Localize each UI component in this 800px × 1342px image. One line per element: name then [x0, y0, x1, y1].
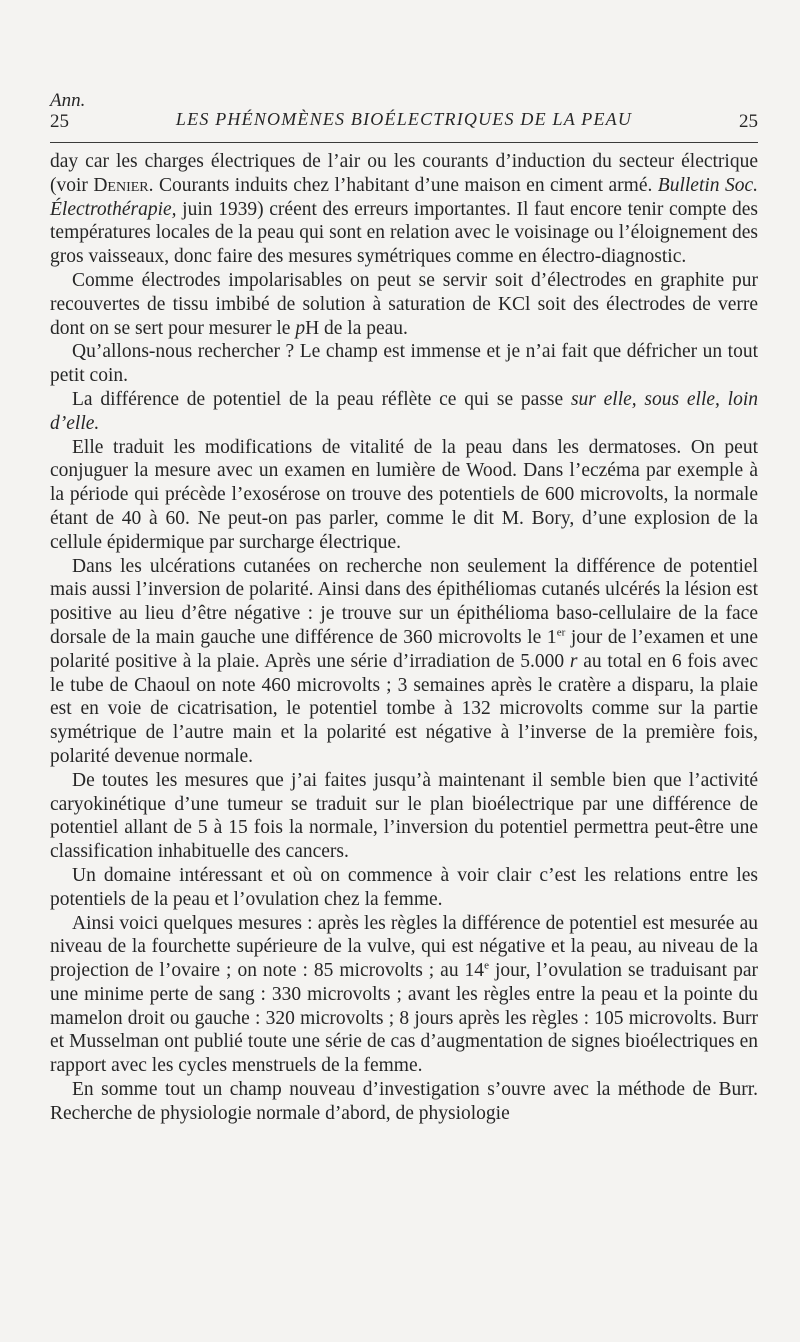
- header-ann: Ann.: [50, 90, 86, 111]
- paragraph-6: Dans les ulcérations cutanées on recherche non seulement la différence de potentiel mais aussi l’inversion de polarité. Ainsi dans des épithéliomas cutanés ulcérés la lésion est positive au lieu d’être négative : je trouve sur un épithélioma baso-cellulaire de la face dorsale de la main gauche une différence de 360 microvolts le 1er jour de l’examen et une polarité positive à la plaie. Après une série d’irradiation de 5.000 r au total en 6 fois avec le tube de Chaoul on note 460 microvolts ; 3 semaines après le cratère a disparu, la plaie est en voie de cicatrisation, le potentiel tombe à 132 microvolts comme sur la partie symétrique de l’autre main et la polarité est négative à l’inverse de la première fois, polarité devenue normale.: [50, 555, 758, 767]
- paragraph-1: day car les charges électriques de l’air ou les courants d’induction du secteur électrique (voir Denier. Courants induits chez l’habitant d’une maison en ciment armé. Bulletin Soc. Électrothérapie, juin 1939) créent des erreurs importantes. Il faut encore tenir compte des températures locales de la peau qui sont en relation avec le voisinage ou l’éloignement des gros vaisseaux, donc faire des mesures symétriques comme en électro-diagnostic.: [50, 151, 758, 268]
- running-head: [50, 78, 758, 134]
- header-page-number-right: 25: [739, 111, 758, 132]
- paragraph-2: Comme électrodes impolarisables on peut se servir soit d’électrodes en graphite pur recouvertes de tissu imbibé de solution à saturation de KCl soit des électrodes de verre dont on se sert pour mesurer le pH de la peau.: [50, 269, 758, 339]
- paragraph-4: La différence de potentiel de la peau réflète ce qui se passe sur elle, sous elle, loin d’elle.: [50, 388, 759, 434]
- paragraph-5: Elle traduit les modifications de vitalité de la peau dans les dermatoses. On peut conjuguer la mesure avec un examen en lumière de Wood. Dans l’eczéma par exemple à la période qui précède l’exosérose on trouve des potentiels de 600 microvolts, la normale étant de 40 à 60. Ne peut-on pas parler, comme le dit M. Bory, d’une explosion de la cellule épidermique par surcharge électrique.: [50, 436, 758, 553]
- header-page-number-left: 25: [50, 111, 69, 132]
- paragraph-3: Qu’allons-nous rechercher ? Le champ est immense et je n’ai fait que défricher un tout petit coin.: [50, 341, 758, 387]
- paragraph-7: De toutes les mesures que j’ai faites jusqu’à maintenant il semble bien que l’activité caryokinétique d’une tumeur se traduit sur le plan bioélectrique par une différence de potentiel allant de 5 à 15 fois la normale, l’inversion du potentiel permettra peut-être une classification inhabituelle des cancers.: [50, 769, 758, 863]
- header-title: LES PHÉNOMÈNES BIOÉLECTRIQUES DE LA PEAU: [175, 109, 633, 129]
- body-text: [50, 150, 758, 1126]
- header-rule: [50, 142, 758, 143]
- author-name: Denier: [93, 174, 149, 196]
- paragraph-8: Un domaine intéressant et où on commence à voir clair c’est les relations entre les potentiels de la peau et l’ovulation chez la femme.: [50, 864, 758, 910]
- journal-title: Bulletin Soc. Électrothérapie,: [50, 174, 758, 220]
- paragraph-10: En somme tout un champ nouveau d’investigation s’ouvre avec la méthode de Burr. Recherche de physiologie normale d’abord, de physiologie: [50, 1079, 758, 1124]
- paragraph-9: Ainsi voici quelques mesures : après les règles la différence de potentiel est mesurée au niveau de la fourchette supérieure de la vulve, qui est négative et la peau, au niveau de la projection de l’ovaire ; on note : 85 microvolts ; au 14e jour, l’ovulation se traduisant par une minime perte de sang : 330 microvolts ; avant les règles entre la peau et la pointe du mamelon droit ou gauche : 320 microvolts ; 8 jours après les règles : 105 microvolts. Burr et Musselman ont publié toute une série de cas d’augmentation de signes bioélectriques en rapport avec les cycles menstruels de la femme.: [50, 912, 758, 1077]
